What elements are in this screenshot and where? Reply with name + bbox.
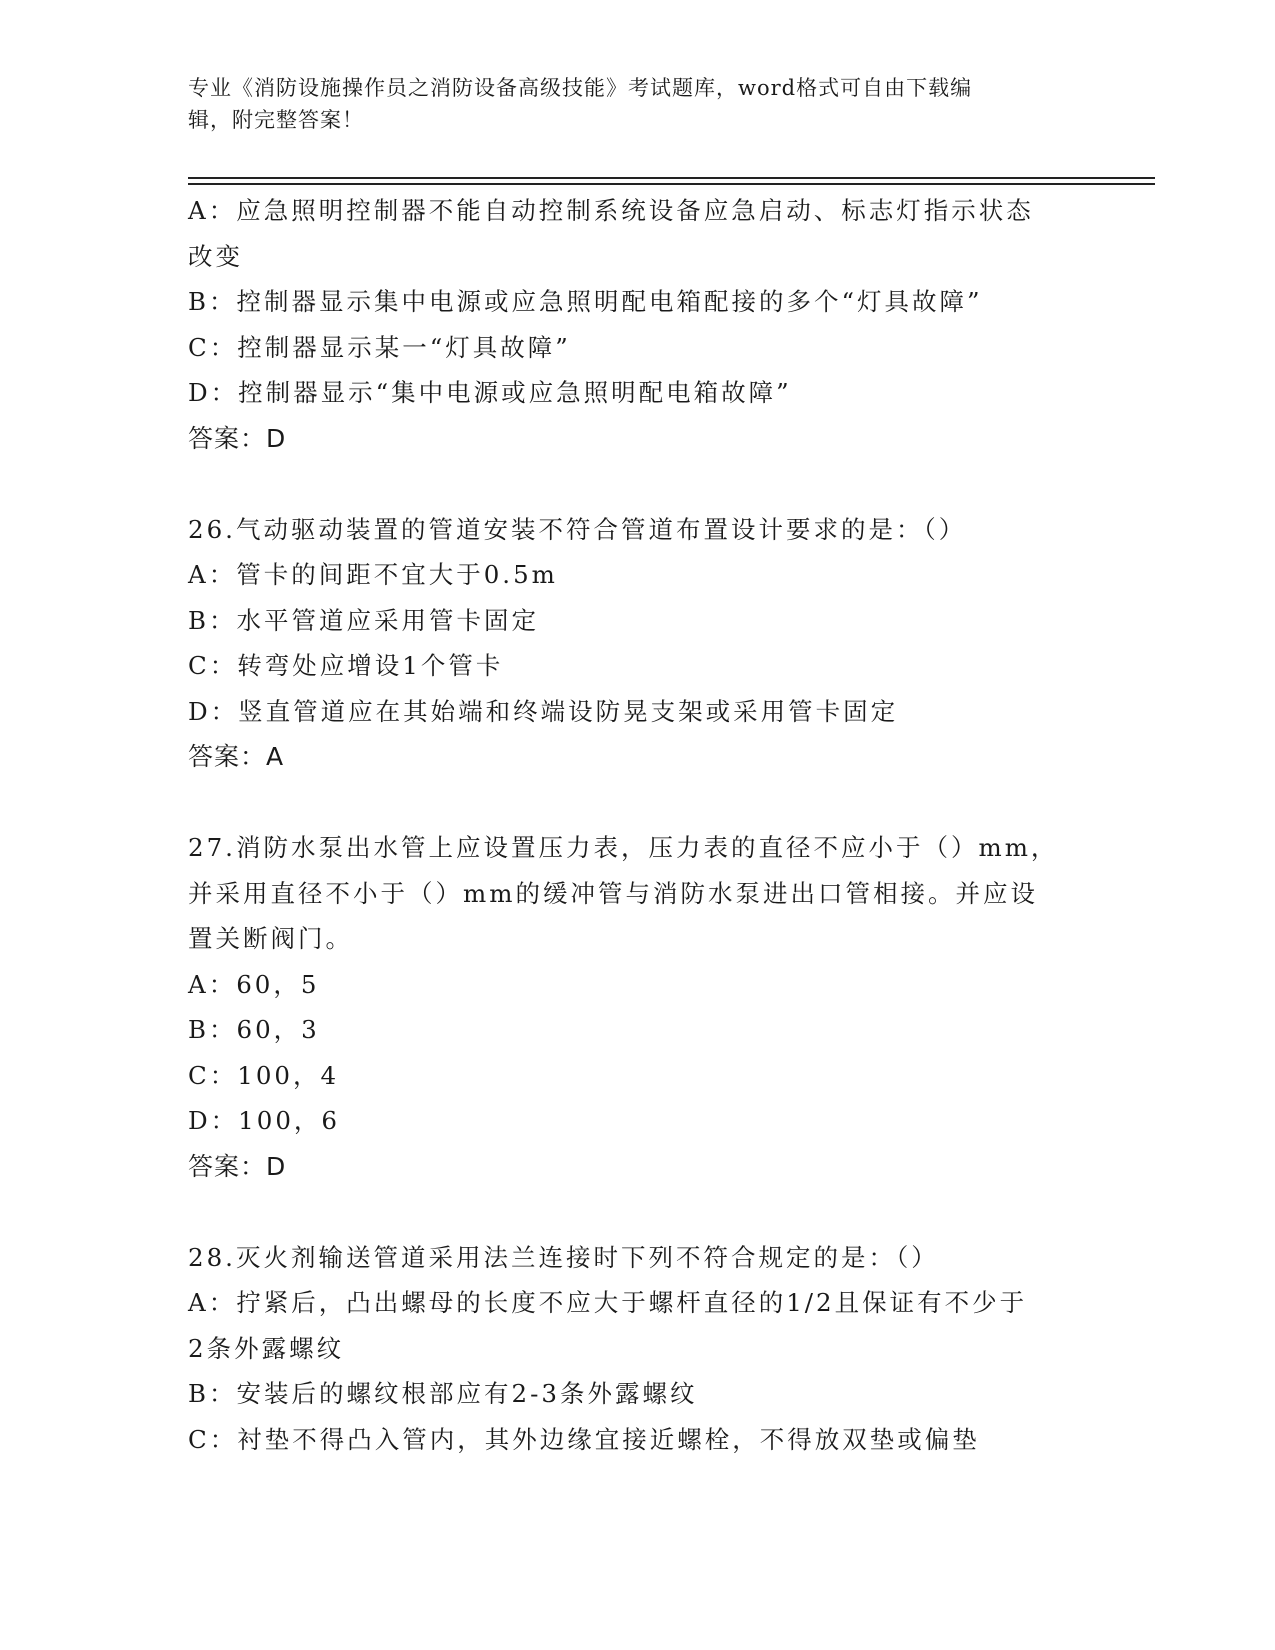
option-line: C：控制器显示某一“灯具故障” [188,332,571,362]
option-line: D：100，6 [188,1106,340,1135]
answer-line: 答案：D [188,423,287,453]
answer-line: 答案：D [188,1151,287,1181]
option-line: B：水平管道应采用管卡固定 [188,605,540,635]
question-spacer [188,461,1088,507]
question-stem-line: 并采用直径不小于（）mm的缓冲管与消防水泵进出口管相接。并应设 [188,878,1038,908]
header-line-2: 辑，附完整答案！ [188,108,364,132]
question-stem-line: 26.气动驱动装置的管道安装不符合管道布置设计要求的是：（） [188,514,967,544]
option-line: A：60，5 [188,969,320,999]
question-block [188,825,1088,1189]
option-line: D：竖直管道应在其始端和终端设防晃支架或采用管卡固定 [188,696,899,726]
question-list [188,188,1088,1462]
document-header [188,72,1068,136]
question-block [188,188,1088,461]
option-line: A：应急照明控制器不能自动控制系统设备应急启动、标志灯指示状态 [188,196,1034,225]
option-line: D：控制器显示“集中电源或应急照明配电箱故障” [188,378,792,407]
option-line: A：管卡的间距不宜大于0.5m [188,560,558,589]
option-line: C：100，4 [188,1060,340,1090]
option-line: 改变 [188,241,243,271]
option-line: C：衬垫不得凸入管内，其外边缘宜接近螺栓，不得放双垫或偏垫 [188,1424,980,1454]
option-line: B：安装后的螺纹根部应有2-3条外露螺纹 [188,1379,698,1408]
header-divider-top [188,177,1155,179]
question-block [188,507,1088,780]
question-block [188,1235,1088,1463]
option-line: B：控制器显示集中电源或应急照明配电箱配接的多个“灯具故障” [188,287,983,316]
option-line: 2条外露螺纹 [188,1333,345,1363]
question-stem-line: 置关断阀门。 [188,924,353,953]
question-spacer [188,780,1088,826]
option-line: A：拧紧后，凸出螺母的长度不应大于螺杆直径的1/2且保证有不少于 [188,1288,1028,1317]
question-stem-line: 28.灭火剂输送管道采用法兰连接时下列不符合规定的是：（） [188,1242,939,1272]
option-line: B：60，3 [188,1015,320,1044]
header-divider-bottom [188,183,1155,185]
question-spacer [188,1189,1088,1235]
question-stem-line: 27.消防水泵出水管上应设置压力表，压力表的直径不应小于（）mm， [188,833,1059,862]
option-line: C：转弯处应增设1个管卡 [188,651,504,680]
header-line-1: 专业《消防设施操作员之消防设备高级技能》考试题库，word格式可自由下载编 [188,76,973,100]
answer-line: 答案：A [188,742,285,771]
